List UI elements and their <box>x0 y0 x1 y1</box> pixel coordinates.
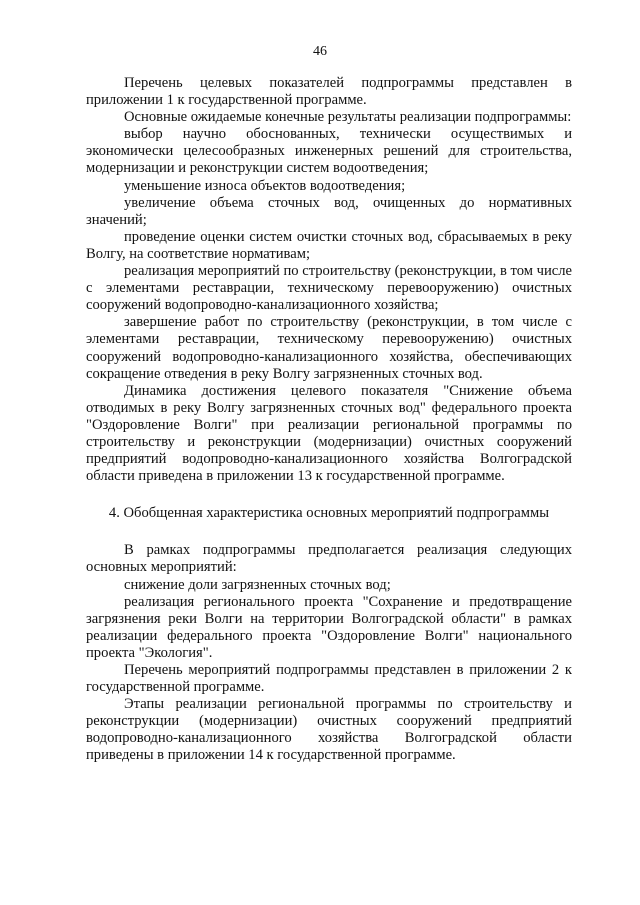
list-item: снижение доли загрязненных сточных вод; <box>124 576 391 593</box>
paragraph: Динамика достижения целевого показателя "Снижение объема отводимых в реку Волгу загрязненных сточных вод" федерального проекта "Оздоровление Волги" при реализации региональной программы по строительству и реконструкции (модернизации) очистных сооружений предприятий водопроводно-канализационного хозяйства Волгоградской области приведена в приложении 13 к государственной программе. <box>86 382 572 485</box>
paragraph: Этапы реализации региональной программы по строительству и реконструкции (модернизации) очистных сооружений предприятий водопроводно-канализационного хозяйства Волгоградской области приведены в приложении 14 к государственной программе. <box>86 696 572 764</box>
list-item: увеличение объема сточных вод, очищенных до нормативных значений; <box>86 194 572 228</box>
paragraph: В рамках подпрограммы предполагается реализация следующих основных мероприятий: <box>86 542 572 576</box>
list-item: реализация мероприятий по строительству (реконструкции, в том числе с элементами реставрации, техническому перевооружению) очистных сооружений водопроводно-канализационного хозяйства; <box>86 263 572 314</box>
paragraph: Перечень мероприятий подпрограммы представлен в приложении 2 к государственной программе. <box>86 662 572 696</box>
list-item: уменьшение износа объектов водоотведения; <box>124 177 406 194</box>
list-item: завершение работ по строительству (реконструкции, в том числе с элементами реставрации, техническому перевооружению) очистных сооружений водопроводно-канализационного хозяйства, обеспечивающих сокращение отведения в реку Волгу загрязненных сточных вод. <box>86 314 572 382</box>
page-number: 46 <box>313 44 327 59</box>
list-item: проведение оценки систем очистки сточных вод, сбрасываемых в реку Волгу, на соответствие нормативам; <box>86 228 572 262</box>
section-heading: 4. Обобщенная характеристика основных мероприятий подпрограммы <box>108 505 550 522</box>
list-item: выбор научно обоснованных, технически осуществимых и экономически целесообразных инженерных решений для строительства, модернизации и реконструкции систем водоотведения; <box>86 126 572 177</box>
paragraph: Перечень целевых показателей подпрограммы представлен в приложении 1 к государственной программе. <box>86 75 572 109</box>
document-body <box>86 75 572 765</box>
paragraph: Основные ожидаемые конечные результаты реализации подпрограммы: <box>124 109 572 126</box>
list-item: реализация регионального проекта "Сохранение и предотвращение загрязнения реки Волги на территории Волгоградской области" в рамках реализации федерального проекта "Оздоровление Волги" национального проекта "Экология". <box>86 593 572 661</box>
